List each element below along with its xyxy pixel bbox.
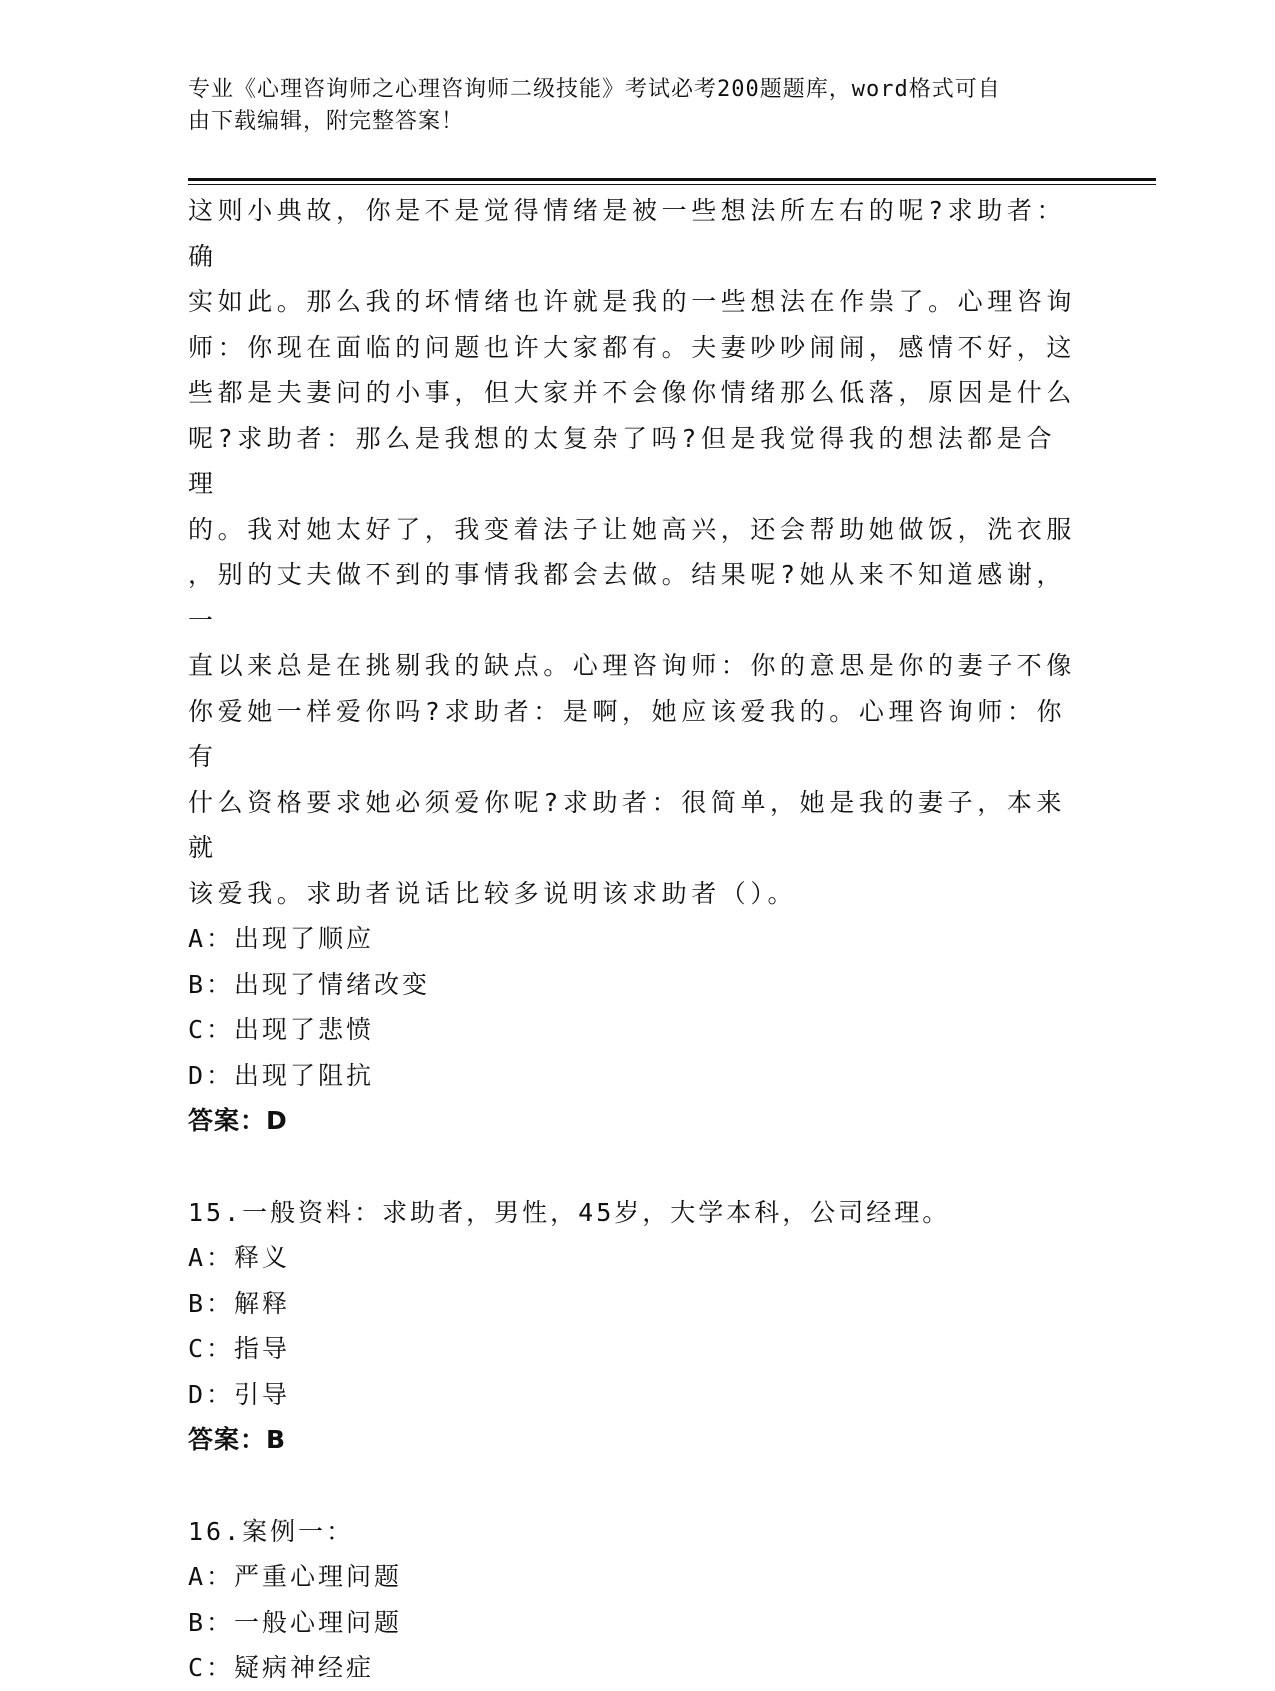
question-14 [188, 188, 1078, 1144]
question-14-answer: 答案：D [188, 1106, 288, 1135]
question-14-option-a: A：出现了顺应 [188, 924, 375, 953]
question-15-option-b: B：解释 [188, 1288, 291, 1318]
header-divider-thin [188, 184, 1156, 185]
section-gap [188, 1144, 1078, 1190]
section-gap [188, 1463, 1078, 1509]
question-15-answer: 答案：B [188, 1425, 287, 1454]
question-15-option-d: D：引导 [188, 1379, 291, 1409]
question-16-text: 16.案例一： [188, 1516, 355, 1546]
question-14-option-d: D：出现了阻抗 [188, 1060, 375, 1090]
document-content [188, 188, 1078, 1691]
question-14-option-c: C：出现了悲愤 [188, 1015, 375, 1044]
question-15-option-c: C：指导 [188, 1334, 291, 1363]
question-15-option-a: A：释义 [188, 1243, 291, 1272]
question-15-text: 15.一般资料：求助者，男性，45岁，大学本科，公司经理。 [188, 1197, 951, 1227]
question-16-option-c: C：疑病神经症 [188, 1653, 375, 1682]
question-14-option-b: B：出现了情绪改变 [188, 969, 431, 999]
question-16-option-b: B：一般心理问题 [188, 1607, 403, 1637]
question-15 [188, 1190, 1078, 1463]
question-16-option-a: A：严重心理问题 [188, 1562, 403, 1591]
header-divider-thick [188, 178, 1156, 181]
question-14-passage: 这则小典故，你是不是觉得情绪是被一些想法所左右的呢?求助者：确 实如此。那么我的坏情绪也许就是我的一些想法在作祟了。心理咨询 师：你现在面临的问题也许大家都有。夫妻吵吵闹闹，感情不好，这 些都是夫妻问的小事，但大家并不会像你情绪那么低落，原因是什么 呢?求助者：那么是我想的太复杂了吗?但是我觉得我的想法都是合理 的。我对她太好了，我变着法子让她高兴，还会帮助她做饭，洗衣服 ，别的丈夫做不到的事情我都会去做。结果呢?她从来不知道感谢，一 直以来总是在挑剔我的缺点。心理咨询师：你的意思是你的妻子不像 你爱她一样爱你吗?求助者：是啊，她应该爱我的。心理咨询师：你有 什么资格要求她必须爱你呢?求助者：很简单，她是我的妻子，本来就 该爱我。求助者说话比较多说明该求助者（）。 [188, 196, 1077, 908]
document-header-title: 专业《心理咨询师之心理咨询师二级技能》考试必考200题题库，word格式可自 由下载编辑，附完整答案！ [188, 77, 1001, 134]
question-16 [188, 1509, 1078, 1691]
